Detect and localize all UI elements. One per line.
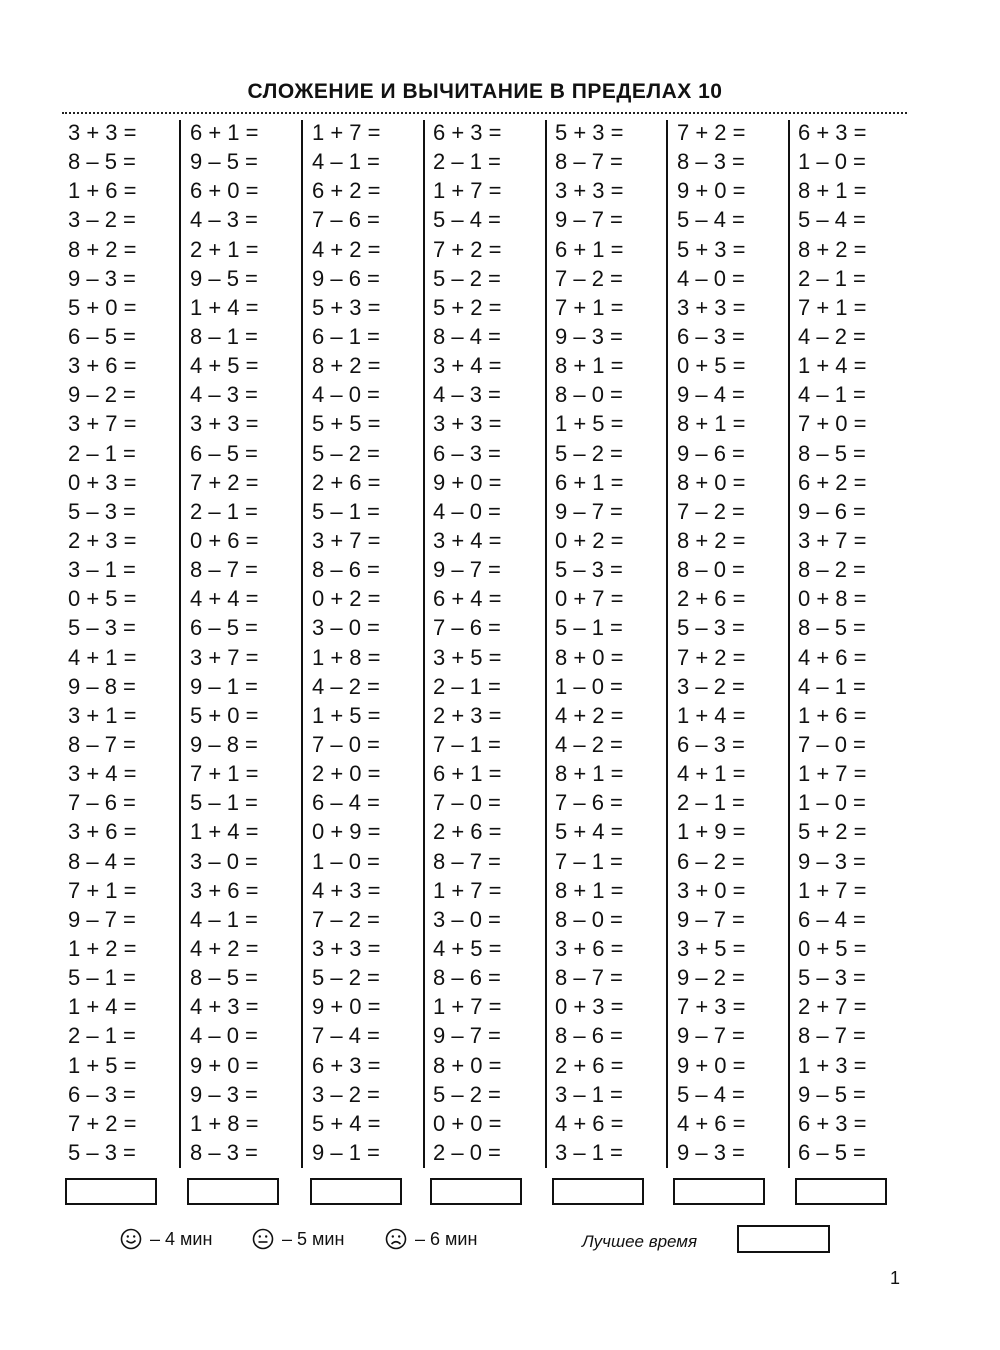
exercise-column-6 [677,118,789,1167]
exercise-item: 4 – 1 = [798,382,866,408]
exercise-item: 1 + 7 = [798,761,867,787]
exercise-item: 6 – 5 = [68,323,136,349]
exercise-item: 6 – 5 = [190,440,258,466]
exercise-item: 5 + 4 = [312,1110,381,1136]
exercise-item: 2 – 1 = [433,149,501,175]
exercise-item: 9 – 1 = [312,1139,380,1165]
exercise-item: 1 + 8 = [190,1110,259,1136]
exercise-item: 8 – 2 = [798,557,866,583]
exercise-item: 9 – 3 = [68,265,136,291]
exercise-item: 4 + 6 = [677,1110,746,1136]
exercise-item: 2 + 6 = [677,586,746,612]
exercise-item: 4 – 1 = [798,673,866,699]
exercise-item: 0 + 5 = [677,353,746,379]
exercise-item: 8 + 0 = [677,469,746,495]
exercise-item: 3 + 4 = [433,527,502,553]
exercise-item: 9 + 0 = [433,469,502,495]
exercise-item: 7 + 1 = [798,294,867,320]
exercise-item: 7 – 0 = [312,731,380,757]
exercise-item: 8 + 0 = [433,1052,502,1078]
exercise-item: 5 – 3 = [68,1139,136,1165]
legend-happy [120,1228,212,1250]
exercise-item: 4 – 1 = [190,906,258,932]
exercise-item: 5 – 2 = [555,440,623,466]
exercise-item: 4 – 0 = [433,498,501,524]
exercise-item: 4 – 3 = [433,382,501,408]
exercise-item: 9 – 2 = [677,965,745,991]
exercise-item: 7 + 1 = [555,294,624,320]
exercise-item: 1 + 5 = [312,702,381,728]
exercise-item: 8 + 2 = [68,236,137,262]
exercise-item: 1 – 0 = [555,673,623,699]
exercise-item: 8 – 0 = [677,557,745,583]
exercise-item: 9 + 0 = [677,178,746,204]
column-time-box-5[interactable] [552,1178,644,1205]
exercise-item: 7 + 1 = [68,877,137,903]
best-time-box[interactable] [737,1225,830,1253]
exercise-item: 6 – 3 = [433,440,501,466]
exercise-item: 6 + 4 = [433,586,502,612]
exercise-item: 0 + 5 = [798,935,867,961]
exercise-item: 8 + 1 = [555,877,624,903]
exercise-column-7 [798,118,910,1167]
exercise-item: 6 – 3 = [68,1081,136,1107]
exercise-item: 4 – 2 = [798,323,866,349]
exercise-item: 5 + 4 = [555,819,624,845]
neutral-face-icon [252,1228,274,1250]
exercise-item: 4 + 2 = [312,236,381,262]
exercise-item: 1 + 4 = [677,702,746,728]
exercise-item: 7 – 0 = [798,731,866,757]
exercise-item: 8 + 1 = [677,411,746,437]
exercise-item: 8 + 2 = [677,527,746,553]
exercise-item: 9 – 7 = [433,1023,501,1049]
exercise-item: 0 + 3 = [68,469,137,495]
exercise-item: 5 – 4 = [677,207,745,233]
exercise-item: 8 – 7 = [798,1023,866,1049]
exercise-item: 4 – 0 = [190,1023,258,1049]
exercise-item: 8 – 6 = [312,557,380,583]
exercise-item: 3 + 6 = [555,935,624,961]
exercise-item: 2 + 1 = [190,236,259,262]
exercise-item: 7 – 6 = [555,790,623,816]
exercise-item: 6 + 2 = [312,178,381,204]
exercise-item: 1 + 7 = [433,877,502,903]
exercise-item: 8 – 1 = [190,323,258,349]
exercise-item: 4 – 2 = [312,673,380,699]
exercise-item: 6 – 4 = [798,906,866,932]
exercise-item: 2 + 6 = [433,819,502,845]
exercise-item: 6 + 1 = [190,120,259,145]
exercise-item: 1 + 4 = [190,294,259,320]
exercise-item: 5 – 1 = [190,790,258,816]
exercise-item: 8 + 0 = [555,644,624,670]
exercise-item: 8 – 5 = [190,965,258,991]
exercise-item: 9 – 6 = [677,440,745,466]
exercise-item: 7 + 0 = [798,411,867,437]
dotted-divider [62,112,907,114]
exercise-item: 6 + 3 = [312,1052,381,1078]
column-time-box-3[interactable] [310,1178,402,1205]
exercise-item: 5 – 4 = [433,207,501,233]
exercise-item: 8 – 6 = [555,1023,623,1049]
exercise-item: 5 + 3 = [677,236,746,262]
exercise-item: 4 + 5 = [433,935,502,961]
exercise-item: 2 + 6 = [555,1052,624,1078]
exercise-item: 3 – 2 = [312,1081,380,1107]
exercise-item: 7 – 4 = [312,1023,380,1049]
exercise-item: 7 – 6 = [433,615,501,641]
column-time-box-2[interactable] [187,1178,279,1205]
exercise-item: 1 + 5 = [68,1052,137,1078]
exercise-item: 1 + 5 = [555,411,624,437]
exercise-item: 3 – 0 = [433,906,501,932]
exercise-item: 3 + 5 = [677,935,746,961]
exercise-item: 5 – 2 = [312,965,380,991]
column-separator [666,120,668,1168]
exercise-item: 3 – 1 = [68,557,136,583]
exercise-item: 9 – 3 = [677,1139,745,1165]
exercise-item: 4 – 3 = [190,207,258,233]
exercise-item: 9 – 3 = [555,323,623,349]
exercise-item: 3 – 2 = [68,207,136,233]
exercise-item: 3 + 7 = [68,411,137,437]
exercise-item: 9 – 5 = [190,149,258,175]
exercise-item: 5 – 3 = [68,498,136,524]
exercise-item: 3 + 3 = [68,120,137,145]
exercise-item: 4 – 2 = [555,731,623,757]
exercise-item: 4 + 5 = [190,353,259,379]
exercise-item: 2 – 0 = [433,1139,501,1165]
column-separator [301,120,303,1168]
exercise-item: 9 – 7 = [555,207,623,233]
exercise-item: 9 – 1 = [190,673,258,699]
exercise-item: 8 – 7 = [433,848,501,874]
exercise-item: 3 + 5 = [433,644,502,670]
exercise-item: 4 – 1 = [312,149,380,175]
exercise-item: 4 + 1 = [68,644,137,670]
smiling-face-icon [120,1228,142,1250]
exercise-item: 9 + 0 = [677,1052,746,1078]
exercise-item: 9 – 7 = [68,906,136,932]
exercise-column-3 [312,118,424,1167]
exercise-item: 7 – 6 = [312,207,380,233]
exercise-item: 0 + 8 = [798,586,867,612]
exercise-item: 7 – 2 = [677,498,745,524]
exercise-item: 7 – 0 = [433,790,501,816]
exercise-item: 2 – 1 = [68,440,136,466]
exercise-item: 5 + 0 = [68,294,137,320]
exercise-item: 9 – 8 = [68,673,136,699]
exercise-item: 6 + 1 = [555,469,624,495]
exercise-item: 3 + 4 = [433,353,502,379]
exercise-item: 3 + 6 = [68,819,137,845]
exercise-item: 3 – 2 = [677,673,745,699]
exercise-item: 6 + 1 = [433,761,502,787]
exercise-item: 7 + 3 = [677,994,746,1020]
exercise-item: 3 + 0 = [677,877,746,903]
exercise-item: 7 + 2 = [68,1110,137,1136]
exercise-item: 1 + 4 = [68,994,137,1020]
exercise-item: 7 – 2 = [555,265,623,291]
exercise-item: 5 – 1 = [68,965,136,991]
exercise-item: 9 + 0 = [190,1052,259,1078]
exercise-item: 5 – 4 = [677,1081,745,1107]
exercise-item: 8 + 2 = [312,353,381,379]
exercise-item: 6 + 3 = [798,1110,867,1136]
legend-sad-text: – 6 мин [415,1228,478,1249]
exercise-item: 8 – 0 = [555,382,623,408]
frowning-face-icon [385,1228,407,1250]
exercise-item: 8 – 3 = [190,1139,258,1165]
exercise-item: 6 – 2 = [677,848,745,874]
exercise-item: 2 – 1 = [798,265,866,291]
exercise-item: 8 – 5 = [68,149,136,175]
exercise-item: 2 – 1 = [433,673,501,699]
exercise-item: 8 – 6 = [433,965,501,991]
exercise-item: 6 – 4 = [312,790,380,816]
exercise-item: 8 + 1 = [798,178,867,204]
column-time-box-4[interactable] [430,1178,522,1205]
exercise-item: 8 – 7 = [555,149,623,175]
exercise-item: 8 + 1 = [555,761,624,787]
exercise-item: 5 + 0 = [190,702,259,728]
exercise-item: 4 – 3 = [190,382,258,408]
exercise-item: 2 – 1 = [677,790,745,816]
exercise-item: 1 – 0 = [798,790,866,816]
exercise-item: 8 + 1 = [555,353,624,379]
exercise-item: 6 + 1 = [555,236,624,262]
exercise-item: 0 + 6 = [190,527,259,553]
exercise-item: 5 – 3 = [555,557,623,583]
exercise-item: 0 + 7 = [555,586,624,612]
exercise-item: 3 + 3 = [433,411,502,437]
exercise-item: 4 – 0 = [312,382,380,408]
exercise-item: 6 – 5 = [190,615,258,641]
exercise-item: 3 – 1 = [555,1081,623,1107]
exercise-item: 5 – 1 = [555,615,623,641]
exercise-item: 4 + 4 = [190,586,259,612]
exercise-item: 1 – 0 = [798,149,866,175]
exercise-item: 7 – 6 = [68,790,136,816]
exercise-item: 6 + 3 = [798,120,867,145]
exercise-item: 4 + 6 = [798,644,867,670]
column-separator [545,120,547,1168]
exercise-column-5 [555,118,667,1167]
exercise-item: 1 – 0 = [312,848,380,874]
exercise-item: 2 + 3 = [433,702,502,728]
exercise-item: 3 + 6 = [190,877,259,903]
exercise-item: 8 – 5 = [798,440,866,466]
exercise-item: 7 + 2 = [190,469,259,495]
exercise-item: 5 – 2 = [433,265,501,291]
exercise-item: 1 + 3 = [798,1052,867,1078]
exercise-item: 8 – 3 = [677,149,745,175]
exercise-item: 8 – 4 = [68,848,136,874]
exercise-item: 3 + 3 = [555,178,624,204]
exercise-item: 9 – 5 = [798,1081,866,1107]
exercise-item: 9 + 0 = [312,994,381,1020]
exercise-item: 1 + 7 = [798,877,867,903]
exercise-item: 3 + 4 = [68,761,137,787]
exercise-item: 3 + 1 = [68,702,137,728]
legend-neutral [252,1228,344,1250]
legend-happy-text: – 4 мин [150,1228,213,1249]
exercise-item: 3 + 7 = [190,644,259,670]
exercise-item: 9 – 7 = [677,906,745,932]
exercise-item: 9 – 5 = [190,265,258,291]
exercise-item: 9 – 7 = [555,498,623,524]
exercise-item: 1 + 4 = [798,353,867,379]
exercise-item: 0 + 0 = [433,1110,502,1136]
exercise-item: 3 + 6 = [68,353,137,379]
page-number: 1 [890,1268,901,1288]
exercise-item: 4 + 3 = [190,994,259,1020]
exercise-item: 8 – 7 = [68,731,136,757]
exercise-item: 6 – 5 = [798,1139,866,1165]
exercise-item: 1 + 7 = [312,120,381,145]
exercise-item: 6 – 3 = [677,731,745,757]
exercise-item: 8 – 4 = [433,323,501,349]
exercise-item: 6 – 3 = [677,323,745,349]
exercise-item: 1 + 7 = [433,178,502,204]
exercise-item: 3 + 3 = [677,294,746,320]
exercise-item: 6 + 3 = [433,120,502,145]
exercise-item: 3 + 7 = [798,527,867,553]
exercise-item: 3 – 1 = [555,1139,623,1165]
exercise-item: 5 – 3 = [68,615,136,641]
exercise-item: 9 – 7 = [433,557,501,583]
page-title: СЛОЖЕНИЕ И ВЫЧИТАНИЕ В ПРЕДЕЛАХ 10 [247,80,723,103]
exercise-item: 3 + 7 = [312,527,381,553]
exercise-item: 5 – 2 = [433,1081,501,1107]
exercise-item: 9 – 8 = [190,731,258,757]
exercise-item: 6 + 2 = [798,469,867,495]
exercise-item: 9 – 6 = [312,265,380,291]
legend-sad [385,1228,477,1250]
exercise-column-4 [433,118,545,1167]
exercise-item: 2 + 7 = [798,994,867,1020]
exercise-item: 1 + 6 = [68,178,137,204]
exercise-item: 0 + 5 = [68,586,137,612]
exercise-item: 7 – 1 = [555,848,623,874]
exercise-item: 2 + 0 = [312,761,381,787]
exercise-item: 9 – 7 = [677,1023,745,1049]
exercise-item: 0 + 2 = [312,586,381,612]
exercise-column-2 [190,118,302,1167]
exercise-item: 4 – 0 = [677,265,745,291]
exercise-column-1 [68,118,180,1167]
column-time-box-6[interactable] [673,1178,765,1205]
exercise-item: 3 + 3 = [312,935,381,961]
legend-neutral-text: – 5 мин [282,1228,345,1249]
exercise-item: 3 – 0 = [190,848,258,874]
exercise-item: 9 – 6 = [798,498,866,524]
exercise-item: 9 – 2 = [68,382,136,408]
exercise-item: 2 – 1 = [190,498,258,524]
exercise-item: 5 – 2 = [312,440,380,466]
best-time-label: Лучшее время [582,1232,698,1251]
exercise-item: 4 + 6 = [555,1110,624,1136]
exercise-item: 9 – 4 = [677,382,745,408]
exercise-item: 5 – 4 = [798,207,866,233]
column-time-box-1[interactable] [65,1178,157,1205]
exercise-item: 3 + 3 = [190,411,259,437]
exercise-item: 4 + 2 = [555,702,624,728]
exercise-item: 9 – 3 = [798,848,866,874]
exercise-item: 5 + 2 = [433,294,502,320]
exercise-item: 8 – 7 = [190,557,258,583]
exercise-item: 4 + 2 = [190,935,259,961]
exercise-item: 7 + 2 = [433,236,502,262]
column-time-box-7[interactable] [795,1178,887,1205]
exercise-item: 8 – 0 = [555,906,623,932]
exercise-item: 5 – 3 = [798,965,866,991]
exercise-item: 5 + 3 = [555,120,624,145]
exercise-item: 0 + 2 = [555,527,624,553]
exercise-item: 7 – 1 = [433,731,501,757]
exercise-item: 6 – 1 = [312,323,380,349]
exercise-item: 7 + 2 = [677,120,746,145]
column-separator [788,120,790,1168]
exercise-item: 2 – 1 = [68,1023,136,1049]
exercise-item: 3 – 0 = [312,615,380,641]
exercise-item: 5 – 3 = [677,615,745,641]
exercise-item: 1 + 6 = [798,702,867,728]
exercise-item: 4 + 1 = [677,761,746,787]
exercise-item: 1 + 4 = [190,819,259,845]
exercise-item: 7 + 1 = [190,761,259,787]
exercise-item: 1 + 7 = [433,994,502,1020]
exercise-item: 8 + 2 = [798,236,867,262]
column-separator [179,120,181,1168]
exercise-item: 5 + 2 = [798,819,867,845]
exercise-item: 6 + 0 = [190,178,259,204]
exercise-item: 2 + 6 = [312,469,381,495]
exercise-item: 1 + 9 = [677,819,746,845]
exercise-item: 5 + 5 = [312,411,381,437]
exercise-item: 7 – 2 = [312,906,380,932]
exercise-item: 9 – 3 = [190,1081,258,1107]
exercise-item: 5 + 3 = [312,294,381,320]
exercise-item: 1 + 2 = [68,935,137,961]
exercise-item: 5 – 1 = [312,498,380,524]
exercise-item: 1 + 8 = [312,644,381,670]
column-separator [423,120,425,1168]
exercise-item: 8 – 7 = [555,965,623,991]
exercise-item: 0 + 3 = [555,994,624,1020]
exercise-item: 4 + 3 = [312,877,381,903]
exercise-item: 0 + 9 = [312,819,381,845]
exercise-item: 2 + 3 = [68,527,137,553]
exercise-item: 7 + 2 = [677,644,746,670]
exercise-item: 8 – 5 = [798,615,866,641]
